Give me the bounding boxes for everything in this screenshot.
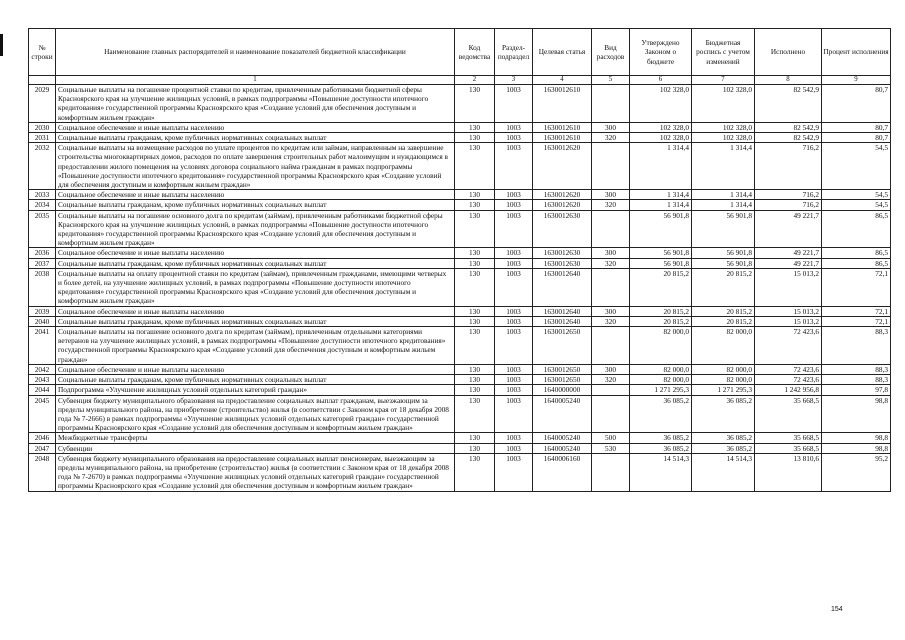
executed-amount-cell: 13 810,6 (755, 453, 822, 491)
target-item-cell: 1630012640 (533, 306, 592, 316)
budget-list-amount-cell: 36 085,2 (692, 395, 755, 433)
row-number-cell: 2043 (29, 375, 56, 385)
section-code-cell: 1003 (495, 122, 533, 132)
budget-execution-table (28, 28, 891, 492)
expense-type-cell: 320 (592, 200, 630, 210)
approved-amount-cell: 1 314,4 (630, 190, 692, 200)
table-row (29, 133, 891, 143)
table-row (29, 143, 891, 190)
department-code-cell: 130 (455, 375, 495, 385)
section-code-cell: 1003 (495, 143, 533, 190)
header-section: Раздел-подраздел (495, 29, 533, 76)
target-item-cell: 1630012620 (533, 190, 592, 200)
expense-type-cell (592, 385, 630, 395)
indicator-name-cell: Субвенция бюджету муниципального образования на предоставление социальных выплат пенсионерам, выезжающим за пределы муниципального района, на приобретение (строительство) жилья (в соответствии с Законом края от 18 декабря 2008 года № 7-2670) в рамках подпрограммы «Улучшение жилищных условий отдельных категорий граждан» государственной программы Красноярского края «Создание условий для обеспечения доступным и комфортным жильем граждан» (56, 453, 455, 491)
target-item-cell: 1630012630 (533, 210, 592, 248)
target-item-cell: 1630012610 (533, 85, 592, 123)
budget-list-amount-cell: 20 815,2 (692, 306, 755, 316)
target-item-cell: 1630012650 (533, 375, 592, 385)
table-row (29, 268, 891, 306)
row-number-cell: 2034 (29, 200, 56, 210)
section-code-cell: 1003 (495, 268, 533, 306)
row-number-cell: 2031 (29, 133, 56, 143)
executed-amount-cell: 49 221,7 (755, 258, 822, 268)
budget-table-page (28, 28, 890, 492)
section-code-cell: 1003 (495, 443, 533, 453)
expense-type-cell: 320 (592, 258, 630, 268)
department-code-cell: 130 (455, 200, 495, 210)
row-number-cell: 2038 (29, 268, 56, 306)
row-number-cell: 2039 (29, 306, 56, 316)
table-row (29, 200, 891, 210)
expense-type-cell: 300 (592, 190, 630, 200)
table-row (29, 364, 891, 374)
table-row (29, 453, 891, 491)
executed-amount-cell: 716,2 (755, 200, 822, 210)
row-number-cell: 2029 (29, 85, 56, 123)
department-code-cell: 130 (455, 433, 495, 443)
indicator-name-cell: Социальные выплаты гражданам, кроме публичных нормативных социальных выплат (56, 258, 455, 268)
executed-amount-cell: 15 013,2 (755, 306, 822, 316)
executed-amount-cell: 716,2 (755, 190, 822, 200)
expense-type-cell: 300 (592, 122, 630, 132)
approved-amount-cell: 20 815,2 (630, 268, 692, 306)
budget-list-amount-cell: 82 000,0 (692, 327, 755, 365)
section-code-cell: 1003 (495, 210, 533, 248)
section-code-cell: 1003 (495, 385, 533, 395)
indicator-name-cell: Социальные выплаты гражданам, кроме публичных нормативных социальных выплат (56, 316, 455, 326)
target-item-cell: 1630012640 (533, 268, 592, 306)
percent-executed-cell: 95,2 (822, 453, 891, 491)
column-index-row (29, 76, 891, 85)
executed-amount-cell: 82 542,9 (755, 133, 822, 143)
target-item-cell: 1630012650 (533, 364, 592, 374)
target-item-cell: 1640005240 (533, 395, 592, 433)
percent-executed-cell: 88,3 (822, 364, 891, 374)
department-code-cell: 130 (455, 143, 495, 190)
section-code-cell: 1003 (495, 433, 533, 443)
percent-executed-cell: 98,8 (822, 443, 891, 453)
budget-list-amount-cell: 102 328,0 (692, 85, 755, 123)
expense-type-cell (592, 395, 630, 433)
percent-executed-cell: 86,5 (822, 258, 891, 268)
budget-list-amount-cell: 20 815,2 (692, 316, 755, 326)
column-index: 8 (755, 76, 822, 85)
header-type: Вид расходов (592, 29, 630, 76)
approved-amount-cell: 20 815,2 (630, 306, 692, 316)
column-index: 9 (822, 76, 891, 85)
approved-amount-cell: 36 085,2 (630, 395, 692, 433)
approved-amount-cell: 36 085,2 (630, 443, 692, 453)
department-code-cell: 130 (455, 316, 495, 326)
section-code-cell: 1003 (495, 327, 533, 365)
approved-amount-cell: 82 000,0 (630, 364, 692, 374)
executed-amount-cell: 72 423,6 (755, 327, 822, 365)
table-row (29, 433, 891, 443)
percent-executed-cell: 54,5 (822, 190, 891, 200)
target-item-cell: 1630012610 (533, 133, 592, 143)
indicator-name-cell: Социальные выплаты на оплату процентной ставки по кредитам (займам), привлеченным гражданами, имеющими четверых и более детей, на улучшение жилищных условий, в рамках подпрограммы «Повышение доступности ипотечного кредитования» государственной программы Красноярского края «Создание условий для обеспечения доступным и комфортным жильем граждан» (56, 268, 455, 306)
expense-type-cell (592, 453, 630, 491)
indicator-name-cell: Социальное обеспечение и иные выплаты населению (56, 248, 455, 258)
budget-list-amount-cell: 56 901,8 (692, 210, 755, 248)
indicator-name-cell: Социальные выплаты гражданам, кроме публичных нормативных социальных выплат (56, 200, 455, 210)
approved-amount-cell: 36 085,2 (630, 433, 692, 443)
target-item-cell: 1630012630 (533, 248, 592, 258)
table-row (29, 443, 891, 453)
budget-list-amount-cell: 20 815,2 (692, 268, 755, 306)
department-code-cell: 130 (455, 85, 495, 123)
column-index: 1 (56, 76, 455, 85)
row-number-cell: 2041 (29, 327, 56, 365)
section-code-cell: 1003 (495, 200, 533, 210)
section-code-cell: 1003 (495, 258, 533, 268)
percent-executed-cell: 72,1 (822, 316, 891, 326)
target-item-cell: 1630012620 (533, 200, 592, 210)
department-code-cell: 130 (455, 395, 495, 433)
budget-list-amount-cell: 14 514,3 (692, 453, 755, 491)
department-code-cell: 130 (455, 268, 495, 306)
section-code-cell: 1003 (495, 375, 533, 385)
approved-amount-cell: 102 328,0 (630, 133, 692, 143)
department-code-cell: 130 (455, 327, 495, 365)
row-number-cell: 2036 (29, 248, 56, 258)
table-row (29, 190, 891, 200)
percent-executed-cell: 97,8 (822, 385, 891, 395)
executed-amount-cell: 82 542,9 (755, 122, 822, 132)
expense-type-cell (592, 268, 630, 306)
budget-list-amount-cell: 82 000,0 (692, 375, 755, 385)
row-number-cell: 2042 (29, 364, 56, 374)
percent-executed-cell: 86,5 (822, 210, 891, 248)
executed-amount-cell: 15 013,2 (755, 268, 822, 306)
approved-amount-cell: 56 901,8 (630, 248, 692, 258)
section-code-cell: 1003 (495, 395, 533, 433)
department-code-cell: 130 (455, 385, 495, 395)
indicator-name-cell: Социальное обеспечение и иные выплаты населению (56, 364, 455, 374)
section-code-cell: 1003 (495, 248, 533, 258)
department-code-cell: 130 (455, 190, 495, 200)
row-number-cell: 2033 (29, 190, 56, 200)
target-item-cell: 1630012620 (533, 143, 592, 190)
percent-executed-cell: 86,5 (822, 248, 891, 258)
department-code-cell: 130 (455, 306, 495, 316)
column-index: 5 (592, 76, 630, 85)
executed-amount-cell: 716,2 (755, 143, 822, 190)
row-number-cell: 2040 (29, 316, 56, 326)
row-number-cell: 2044 (29, 385, 56, 395)
header-name: Наименование главных распорядителей и наименование показателей бюджетной классификации (56, 29, 455, 76)
executed-amount-cell: 49 221,7 (755, 248, 822, 258)
target-item-cell: 1630012630 (533, 258, 592, 268)
table-row (29, 85, 891, 123)
table-row (29, 306, 891, 316)
percent-executed-cell: 98,8 (822, 395, 891, 433)
target-item-cell: 1630012640 (533, 316, 592, 326)
target-item-cell: 1640005240 (533, 443, 592, 453)
executed-amount-cell: 35 668,5 (755, 443, 822, 453)
indicator-name-cell: Подпрограмма «Улучшение жилищных условий отдельных категорий граждан» (56, 385, 455, 395)
row-number-cell: 2046 (29, 433, 56, 443)
percent-executed-cell: 80,7 (822, 85, 891, 123)
table-body (29, 85, 891, 492)
table-row (29, 316, 891, 326)
expense-type-cell: 530 (592, 443, 630, 453)
department-code-cell: 130 (455, 258, 495, 268)
section-code-cell: 1003 (495, 316, 533, 326)
target-item-cell: 1630012650 (533, 327, 592, 365)
executed-amount-cell: 15 013,2 (755, 316, 822, 326)
header-executed: Исполнено (755, 29, 822, 76)
expense-type-cell: 320 (592, 316, 630, 326)
expense-type-cell (592, 210, 630, 248)
row-number-cell: 2045 (29, 395, 56, 433)
target-item-cell: 1640000000 (533, 385, 592, 395)
budget-list-amount-cell: 1 314,4 (692, 143, 755, 190)
department-code-cell: 130 (455, 210, 495, 248)
row-number-cell: 2030 (29, 122, 56, 132)
indicator-name-cell: Социальные выплаты гражданам, кроме публичных нормативных социальных выплат (56, 375, 455, 385)
approved-amount-cell: 1 271 295,3 (630, 385, 692, 395)
department-code-cell: 130 (455, 133, 495, 143)
indicator-name-cell: Субвенция бюджету муниципального образования на предоставление социальных выплат гражданам, выезжающим за пределы муниципального района, на приобретение (строительство) жилья (в соответствии с Законом края от 18 декабря 2008 года № 7-2666) в рамках подпрограммы «Улучшение жилищных условий отдельных категорий граждан» государственной программы Красноярского края «Создание условий для обеспечения доступным и комфортным жильем граждан» (56, 395, 455, 433)
table-row (29, 395, 891, 433)
target-item-cell: 1640006160 (533, 453, 592, 491)
executed-amount-cell: 49 221,7 (755, 210, 822, 248)
percent-executed-cell: 54,5 (822, 200, 891, 210)
department-code-cell: 130 (455, 453, 495, 491)
budget-list-amount-cell: 82 000,0 (692, 364, 755, 374)
percent-executed-cell: 88,3 (822, 327, 891, 365)
section-code-cell: 1003 (495, 190, 533, 200)
indicator-name-cell: Социальные выплаты на возмещение расходов по уплате процентов по кредитам или займам, направленным на завершение строительства многоквартирных домов, расходов по оплате завершения строительных работ малоимущим и нуждающимся в предоставлении жилого помещения на условиях договора социального найма гражданам в рамках подпрограммы «Повышение доступности ипотечного кредитования» государственной программы Красноярского края «Создание условий для обеспечения доступным и комфортным жильем граждан» (56, 143, 455, 190)
indicator-name-cell: Социальные выплаты на погашение основного долга по кредитам (займам), привлеченным отдельными категориями ветеранов на улучшение жилищных условий, в рамках подпрограммы «Повышение доступности ипотечного кредитования» государственной программы Красноярского края «Создание условий для обеспечения доступным и комфортным жильем граждан» (56, 327, 455, 365)
executed-amount-cell: 72 423,6 (755, 364, 822, 374)
budget-list-amount-cell: 36 085,2 (692, 443, 755, 453)
column-index: 2 (455, 76, 495, 85)
target-item-cell: 1640005240 (533, 433, 592, 443)
indicator-name-cell: Социальные выплаты гражданам, кроме публичных нормативных социальных выплат (56, 133, 455, 143)
expense-type-cell: 320 (592, 375, 630, 385)
header-target: Целевая статья (533, 29, 592, 76)
column-index: 7 (692, 76, 755, 85)
indicator-name-cell: Межбюджетные трансферты (56, 433, 455, 443)
approved-amount-cell: 82 000,0 (630, 327, 692, 365)
approved-amount-cell: 1 314,4 (630, 200, 692, 210)
row-number-cell: 2032 (29, 143, 56, 190)
expense-type-cell: 300 (592, 306, 630, 316)
table-row (29, 385, 891, 395)
table-row (29, 327, 891, 365)
indicator-name-cell: Социальные выплаты на погашение процентной ставки по кредитам, привлеченным работниками бюджетной сферы Красноярского края на улучшение жилищных условий, в рамках подпрограммы «Повышение доступности ипотечного кредитования» государственной программы Красноярского края «Создание условий для обеспечения доступным и комфортным жильем граждан» (56, 85, 455, 123)
executed-amount-cell: 35 668,5 (755, 395, 822, 433)
budget-list-amount-cell: 1 271 295,3 (692, 385, 755, 395)
expense-type-cell (592, 327, 630, 365)
budget-list-amount-cell: 1 314,4 (692, 200, 755, 210)
department-code-cell: 130 (455, 443, 495, 453)
expense-type-cell: 300 (592, 248, 630, 258)
row-number-cell: 2037 (29, 258, 56, 268)
percent-executed-cell: 54,5 (822, 143, 891, 190)
section-code-cell: 1003 (495, 85, 533, 123)
section-code-cell: 1003 (495, 453, 533, 491)
column-index: 4 (533, 76, 592, 85)
table-row (29, 375, 891, 385)
percent-executed-cell: 98,8 (822, 433, 891, 443)
executed-amount-cell: 72 423,6 (755, 375, 822, 385)
row-number-cell: 2048 (29, 453, 56, 491)
approved-amount-cell: 102 328,0 (630, 85, 692, 123)
table-row (29, 210, 891, 248)
executed-amount-cell: 1 242 956,8 (755, 385, 822, 395)
department-code-cell: 130 (455, 122, 495, 132)
department-code-cell: 130 (455, 248, 495, 258)
percent-executed-cell: 72,1 (822, 268, 891, 306)
section-code-cell: 1003 (495, 306, 533, 316)
indicator-name-cell: Социальное обеспечение и иные выплаты населению (56, 122, 455, 132)
approved-amount-cell: 56 901,8 (630, 210, 692, 248)
page-number: 154 (831, 606, 843, 613)
header-budget-list: Бюджетная роспись с учетом изменений (692, 29, 755, 76)
budget-list-amount-cell: 56 901,8 (692, 258, 755, 268)
budget-list-amount-cell: 102 328,0 (692, 122, 755, 132)
budget-list-amount-cell: 56 901,8 (692, 248, 755, 258)
budget-list-amount-cell: 102 328,0 (692, 133, 755, 143)
approved-amount-cell: 56 901,8 (630, 258, 692, 268)
target-item-cell: 1630012610 (533, 122, 592, 132)
indicator-name-cell: Социальное обеспечение и иные выплаты населению (56, 190, 455, 200)
approved-amount-cell: 14 514,3 (630, 453, 692, 491)
indicator-name-cell: Социальное обеспечение и иные выплаты населению (56, 306, 455, 316)
executed-amount-cell: 82 542,9 (755, 85, 822, 123)
percent-executed-cell: 72,1 (822, 306, 891, 316)
header-code: Код ведомства (455, 29, 495, 76)
budget-list-amount-cell: 1 314,4 (692, 190, 755, 200)
column-index: 3 (495, 76, 533, 85)
indicator-name-cell: Субвенции (56, 443, 455, 453)
percent-executed-cell: 88,3 (822, 375, 891, 385)
approved-amount-cell: 20 815,2 (630, 316, 692, 326)
expense-type-cell (592, 143, 630, 190)
expense-type-cell: 320 (592, 133, 630, 143)
row-number-cell: 2035 (29, 210, 56, 248)
percent-executed-cell: 80,7 (822, 122, 891, 132)
header-row (29, 29, 891, 76)
table-row (29, 122, 891, 132)
expense-type-cell: 500 (592, 433, 630, 443)
row-number-cell: 2047 (29, 443, 56, 453)
header-row-no: № строки (29, 29, 56, 76)
section-code-cell: 1003 (495, 364, 533, 374)
table-row (29, 248, 891, 258)
header-approved: Утверждено Законом о бюджете (630, 29, 692, 76)
expense-type-cell: 300 (592, 364, 630, 374)
indicator-name-cell: Социальные выплаты на погашение основного долга по кредитам (займам), привлеченным работниками бюджетной сферы Красноярского края на улучшение жилищных условий, в рамках подпрограммы «Повышение доступности ипотечного кредитования» государственной программы Красноярского края «Создание условий для обеспечения доступным и комфортным жильем граждан» (56, 210, 455, 248)
scan-edge-mark (0, 34, 3, 56)
budget-list-amount-cell: 36 085,2 (692, 433, 755, 443)
column-index (29, 76, 56, 85)
department-code-cell: 130 (455, 364, 495, 374)
table-row (29, 258, 891, 268)
expense-type-cell (592, 85, 630, 123)
approved-amount-cell: 1 314,4 (630, 143, 692, 190)
section-code-cell: 1003 (495, 133, 533, 143)
column-index: 6 (630, 76, 692, 85)
header-percent: Процент исполнения (822, 29, 891, 76)
executed-amount-cell: 35 668,5 (755, 433, 822, 443)
approved-amount-cell: 102 328,0 (630, 122, 692, 132)
approved-amount-cell: 82 000,0 (630, 375, 692, 385)
percent-executed-cell: 80,7 (822, 133, 891, 143)
